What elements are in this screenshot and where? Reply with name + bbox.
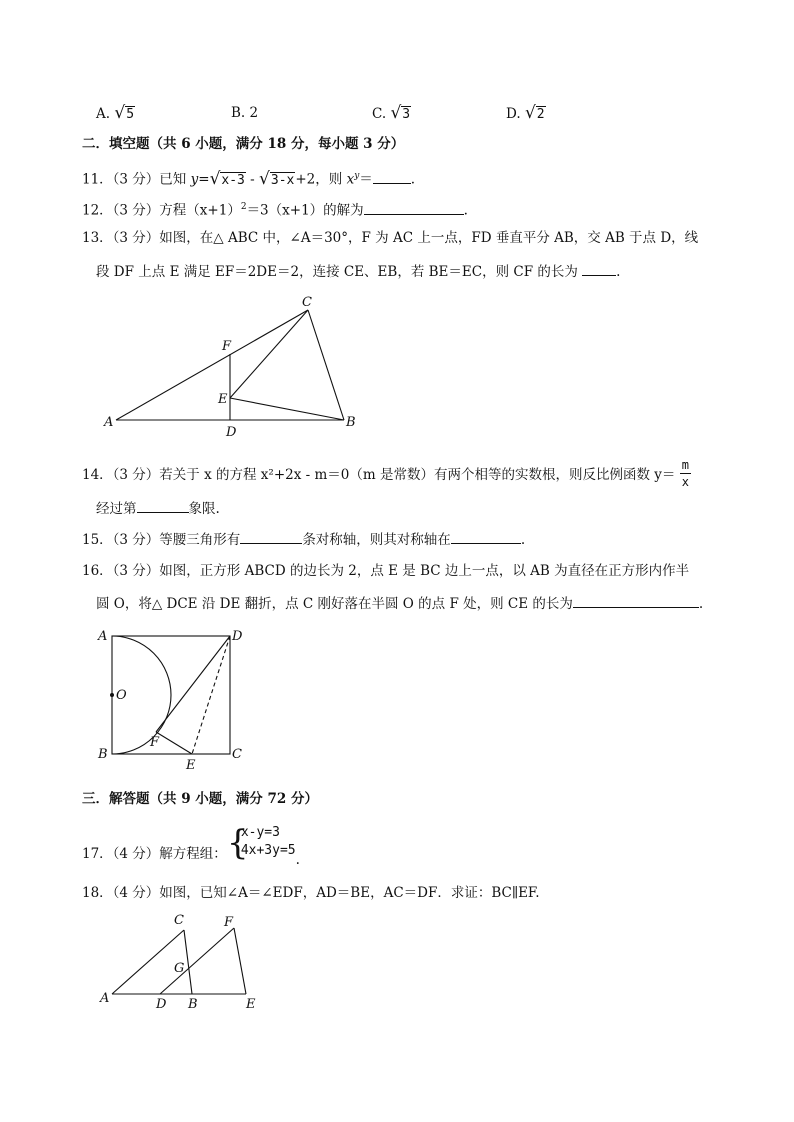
label-f: F	[224, 915, 234, 930]
question-11	[82, 166, 415, 191]
q16-line2-text: 圆 O，将△ DCE 沿 DE 翻折，点 C 刚好落在半圆 O 的点 F 处，则 CE 的长为	[96, 596, 573, 612]
segment-cb	[308, 310, 344, 420]
label-f: F	[222, 339, 232, 354]
question-18: 18．（4 分）如图，已知∠A＝∠EDF，AD＝BE，AC＝DF．求证：BC∥EF.	[82, 885, 540, 901]
q15-end: .	[520, 532, 526, 548]
label-c: C	[174, 913, 184, 928]
label-e: E	[186, 758, 196, 773]
q14-frac-num: m	[681, 458, 689, 472]
q11-sqrt-2: √3-x	[259, 168, 295, 189]
q11-answer-blank[interactable]	[373, 169, 411, 184]
q14-line2-suffix: 象限.	[188, 501, 220, 517]
q13-figure	[96, 290, 376, 440]
question-12	[82, 197, 468, 221]
option-c-label: C.	[372, 106, 387, 122]
q15-prefix: 15．（3 分）等腰三角形有	[82, 532, 241, 548]
q10-options	[96, 103, 716, 125]
q14-answer-blank[interactable]	[137, 498, 189, 513]
option-d-label: D.	[506, 106, 521, 122]
q16-answer-blank[interactable]	[573, 593, 699, 608]
question-14-line-2	[96, 498, 220, 519]
segment-ec	[230, 310, 308, 398]
question-13-line-1: 13．（3 分）如图，在△ ABC 中，∠A＝30°，F 为 AC 上一点，FD 垂直平分 AB，交 AB 于点 D，线	[82, 230, 699, 246]
label-e: E	[246, 997, 256, 1012]
segment-eb	[230, 398, 344, 420]
label-f: F	[150, 735, 160, 750]
q15-answer-blank-1[interactable]	[240, 529, 302, 544]
section2-heading: 二．填空题（共 6 小题，满分 18 分，每小题 3 分）	[82, 136, 405, 152]
label-e: E	[218, 392, 228, 407]
segment-de-dashed	[192, 636, 230, 754]
q17-equation-system	[226, 823, 296, 863]
q11-x: x	[346, 171, 355, 188]
q17-eq2: 4x+3y=5	[240, 843, 296, 858]
q11-prefix: 11．（3 分）已知	[82, 171, 191, 188]
q17-end: .	[295, 851, 300, 868]
segment-fe	[234, 928, 246, 994]
q12-end: .	[463, 202, 468, 219]
option-a-label: A.	[96, 106, 111, 122]
q14-line2-prefix: 经过第	[96, 501, 137, 517]
q11-radicand-2: 3-x	[270, 172, 295, 188]
q13-answer-blank[interactable]	[582, 261, 616, 276]
label-g: G	[174, 961, 185, 976]
segment-df	[156, 636, 230, 732]
segment-fe	[156, 732, 192, 754]
label-d: D	[232, 629, 243, 644]
q13-end: .	[616, 264, 621, 280]
q12-sup: 2	[240, 202, 247, 212]
segment-cb	[184, 930, 192, 994]
option-d	[506, 103, 546, 125]
option-b	[231, 103, 258, 123]
option-a	[96, 103, 135, 125]
option-b-value: 2	[249, 105, 259, 121]
q18-figure	[96, 910, 276, 1015]
q11-sqrt-1: √x-3	[209, 168, 245, 189]
label-a: A	[100, 991, 110, 1006]
q11-sup-y: y	[354, 171, 360, 181]
q14-fraction	[680, 457, 691, 490]
q12-mid: ＝3（x+1）的解为	[246, 202, 364, 219]
q16-figure	[94, 624, 264, 774]
q11-plus2: +2，则	[295, 171, 347, 188]
question-17	[82, 824, 300, 868]
q15-answer-blank-2[interactable]	[451, 529, 521, 544]
question-16-line-2	[96, 593, 703, 614]
label-a: A	[104, 415, 114, 430]
q11-minus: -	[245, 171, 260, 188]
q12-prefix: 12．（3 分）方程（x+1）	[82, 202, 241, 219]
question-15	[82, 529, 525, 550]
label-c: C	[302, 295, 312, 310]
label-c: C	[232, 747, 242, 762]
q15-mid: 条对称轴，则其对称轴在	[302, 532, 451, 548]
option-c-radicand: 3	[402, 107, 411, 122]
q11-radicand-1: x-3	[221, 172, 245, 188]
q17-brace: {	[226, 823, 249, 863]
q17-eq1: x-y=3	[240, 825, 280, 840]
q12-answer-blank[interactable]	[364, 200, 464, 215]
option-d-sqrt: √2	[524, 103, 545, 123]
option-a-radicand: 5	[126, 107, 135, 122]
label-b: B	[98, 747, 108, 762]
q11-end: .	[410, 171, 416, 188]
q11-suffix: ＝	[359, 171, 373, 188]
q14-frac-den: x	[681, 475, 689, 489]
label-d: D	[156, 997, 167, 1012]
segment-ac	[116, 310, 308, 420]
option-b-label: B.	[231, 105, 246, 121]
label-d: D	[226, 425, 237, 440]
question-14-line-1	[82, 459, 691, 495]
label-b: B	[346, 415, 356, 430]
q16-end: .	[698, 596, 704, 612]
q13-line2-text: 段 DF 上点 E 满足 EF＝2DE＝2，连接 CE、EB，若 BE＝EC，则 CF 的长为	[96, 264, 583, 280]
q17-prefix: 17．（4 分）解方程组：	[82, 845, 227, 862]
option-a-sqrt: √5	[114, 103, 135, 123]
q11-y-eq: y=	[190, 171, 210, 188]
label-b: B	[188, 997, 198, 1012]
label-o: O	[116, 688, 127, 703]
question-16-line-1: 16．（3 分）如图，正方形 ABCD 的边长为 2，点 E 是 BC 边上一点，以 AB 为直径在正方形内作半	[82, 563, 690, 579]
point-o	[110, 693, 114, 697]
option-c-sqrt: √3	[390, 103, 411, 123]
option-c	[372, 103, 411, 125]
segment-df	[160, 928, 234, 994]
section3-heading: 三．解答题（共 9 小题，满分 72 分）	[82, 791, 318, 807]
option-d-radicand: 2	[536, 107, 545, 122]
label-a: A	[98, 629, 108, 644]
q14-line1-text: 14．（3 分）若关于 x 的方程 x²+2x - m＝0（m 是常数）有两个相等的实数根，则反比例函数 y＝	[82, 467, 676, 483]
question-13-line-2	[96, 261, 620, 282]
